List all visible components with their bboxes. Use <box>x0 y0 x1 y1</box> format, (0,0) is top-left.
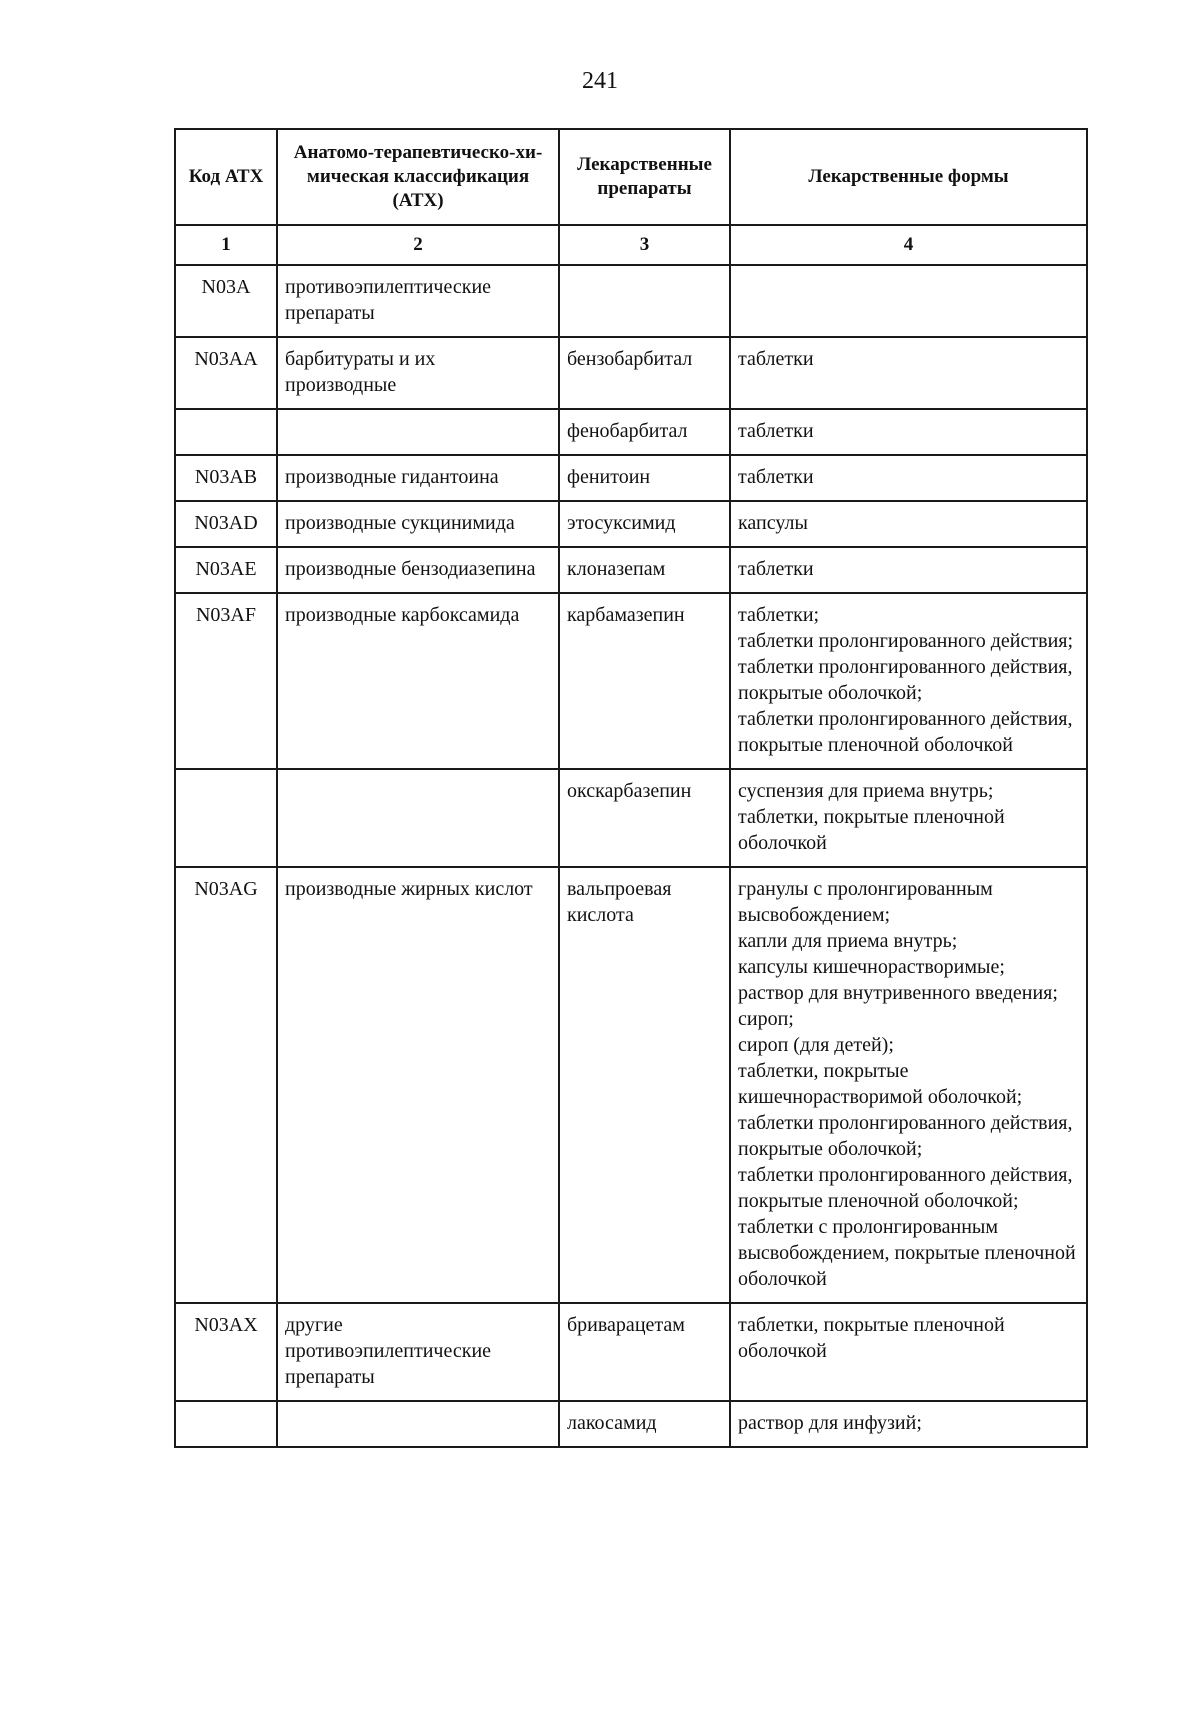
dosage-form: таблетки <box>738 558 814 580</box>
table-body <box>175 265 1087 1447</box>
dosage-form: таблетки пролонгированного действия; <box>738 630 1074 652</box>
table-row <box>175 337 1087 409</box>
forms-cell <box>730 1303 1087 1401</box>
header-forms: Лекарственные формы <box>730 129 1087 225</box>
table-row <box>175 1303 1087 1401</box>
forms-cell <box>730 547 1087 593</box>
forms-cell <box>730 409 1087 455</box>
atc-code-cell: N03AF <box>175 593 277 769</box>
classification-cell: другие противоэпилептические препараты <box>277 1303 559 1401</box>
classification-cell: производные сукцинимида <box>277 501 559 547</box>
dosage-form: капсулы <box>738 512 808 534</box>
atc-code-cell: N03AE <box>175 547 277 593</box>
forms-cell <box>730 455 1087 501</box>
table-row <box>175 867 1087 1303</box>
forms-cell <box>730 593 1087 769</box>
dosage-form: таблетки с пролонгированным высвобождением, покрытые пленочной оболочкой <box>738 1216 1076 1290</box>
drug-cell: карбамазепин <box>559 593 730 769</box>
dosage-form: таблетки, покрытые пленочной оболочкой <box>738 806 1005 854</box>
dosage-form: суспензия для приема внутрь; <box>738 780 994 802</box>
dosage-form: таблетки пролонгированного действия, покрытые оболочкой; <box>738 656 1073 704</box>
dosage-form: таблетки пролонгированного действия, покрытые пленочной оболочкой <box>738 708 1073 756</box>
dosage-form: таблетки; <box>738 604 820 626</box>
dosage-form: капсулы кишечнорастворимые; <box>738 956 1005 978</box>
classification-cell <box>277 769 559 867</box>
dosage-form: таблетки пролонгированного действия, покрытые пленочной оболочкой; <box>738 1164 1073 1212</box>
classification-cell: барбитураты и их производные <box>277 337 559 409</box>
column-number: 1 <box>175 225 277 265</box>
dosage-form: капли для приема внутрь; <box>738 930 958 952</box>
atc-code-cell <box>175 409 277 455</box>
atc-code-cell <box>175 1401 277 1447</box>
table-row <box>175 265 1087 337</box>
page-number: 241 <box>582 68 618 94</box>
classification-cell: противоэпилептические препараты <box>277 265 559 337</box>
atc-code-cell: N03AG <box>175 867 277 1303</box>
forms-cell <box>730 769 1087 867</box>
drug-cell: фенитоин <box>559 455 730 501</box>
dosage-form: раствор для внутривенного введения; <box>738 982 1058 1004</box>
header-row <box>175 129 1087 225</box>
drug-cell <box>559 265 730 337</box>
atc-table <box>174 128 1088 1448</box>
forms-cell <box>730 1401 1087 1447</box>
atc-code-cell: N03A <box>175 265 277 337</box>
drug-cell: этосуксимид <box>559 501 730 547</box>
table-row <box>175 409 1087 455</box>
atc-code-cell <box>175 769 277 867</box>
dosage-form: таблетки, покрытые пленочной оболочкой <box>738 1314 1005 1362</box>
classification-cell <box>277 409 559 455</box>
atc-code-cell: N03AX <box>175 1303 277 1401</box>
classification-cell: производные жирных кислот <box>277 867 559 1303</box>
dosage-form: таблетки <box>738 420 814 442</box>
column-number: 4 <box>730 225 1087 265</box>
table-row <box>175 769 1087 867</box>
dosage-form: раствор для инфузий; <box>738 1412 922 1434</box>
dosage-form: таблетки <box>738 348 814 370</box>
classification-cell: производные бензодиазепина <box>277 547 559 593</box>
forms-cell <box>730 265 1087 337</box>
classification-cell: производные гидантоина <box>277 455 559 501</box>
forms-cell <box>730 337 1087 409</box>
header-code: Код АТХ <box>175 129 277 225</box>
drug-cell: лакосамид <box>559 1401 730 1447</box>
column-number: 2 <box>277 225 559 265</box>
drug-cell: бриварацетам <box>559 1303 730 1401</box>
dosage-form: таблетки пролонгированного действия, покрытые оболочкой; <box>738 1112 1073 1160</box>
atc-code-cell: N03AB <box>175 455 277 501</box>
dosage-form: таблетки <box>738 466 814 488</box>
forms-cell <box>730 867 1087 1303</box>
dosage-form: гранулы с пролонгированным высвобождением; <box>738 878 993 926</box>
atc-code-cell: N03AD <box>175 501 277 547</box>
drug-cell: клоназепам <box>559 547 730 593</box>
classification-cell: производные карбоксамида <box>277 593 559 769</box>
classification-cell <box>277 1401 559 1447</box>
drug-cell: окскарбазепин <box>559 769 730 867</box>
dosage-form: сироп (для детей); <box>738 1034 894 1056</box>
atc-code-cell: N03AA <box>175 337 277 409</box>
table-row <box>175 1401 1087 1447</box>
forms-cell <box>730 501 1087 547</box>
dosage-form: сироп; <box>738 1008 794 1030</box>
drug-cell: бензобарбитал <box>559 337 730 409</box>
table-row <box>175 593 1087 769</box>
column-number: 3 <box>559 225 730 265</box>
table-row <box>175 501 1087 547</box>
drug-cell: фенобарбитал <box>559 409 730 455</box>
table-row <box>175 547 1087 593</box>
header-drugs: Лекарственные препараты <box>559 129 730 225</box>
drug-cell: вальпроевая кислота <box>559 867 730 1303</box>
dosage-form: таблетки, покрытые кишечнорастворимой оболочкой; <box>738 1060 1023 1108</box>
column-number-row <box>175 225 1087 265</box>
header-classification: Анатомо-терапевтическо-хи-мическая классификация (АТХ) <box>277 129 559 225</box>
table-row <box>175 455 1087 501</box>
